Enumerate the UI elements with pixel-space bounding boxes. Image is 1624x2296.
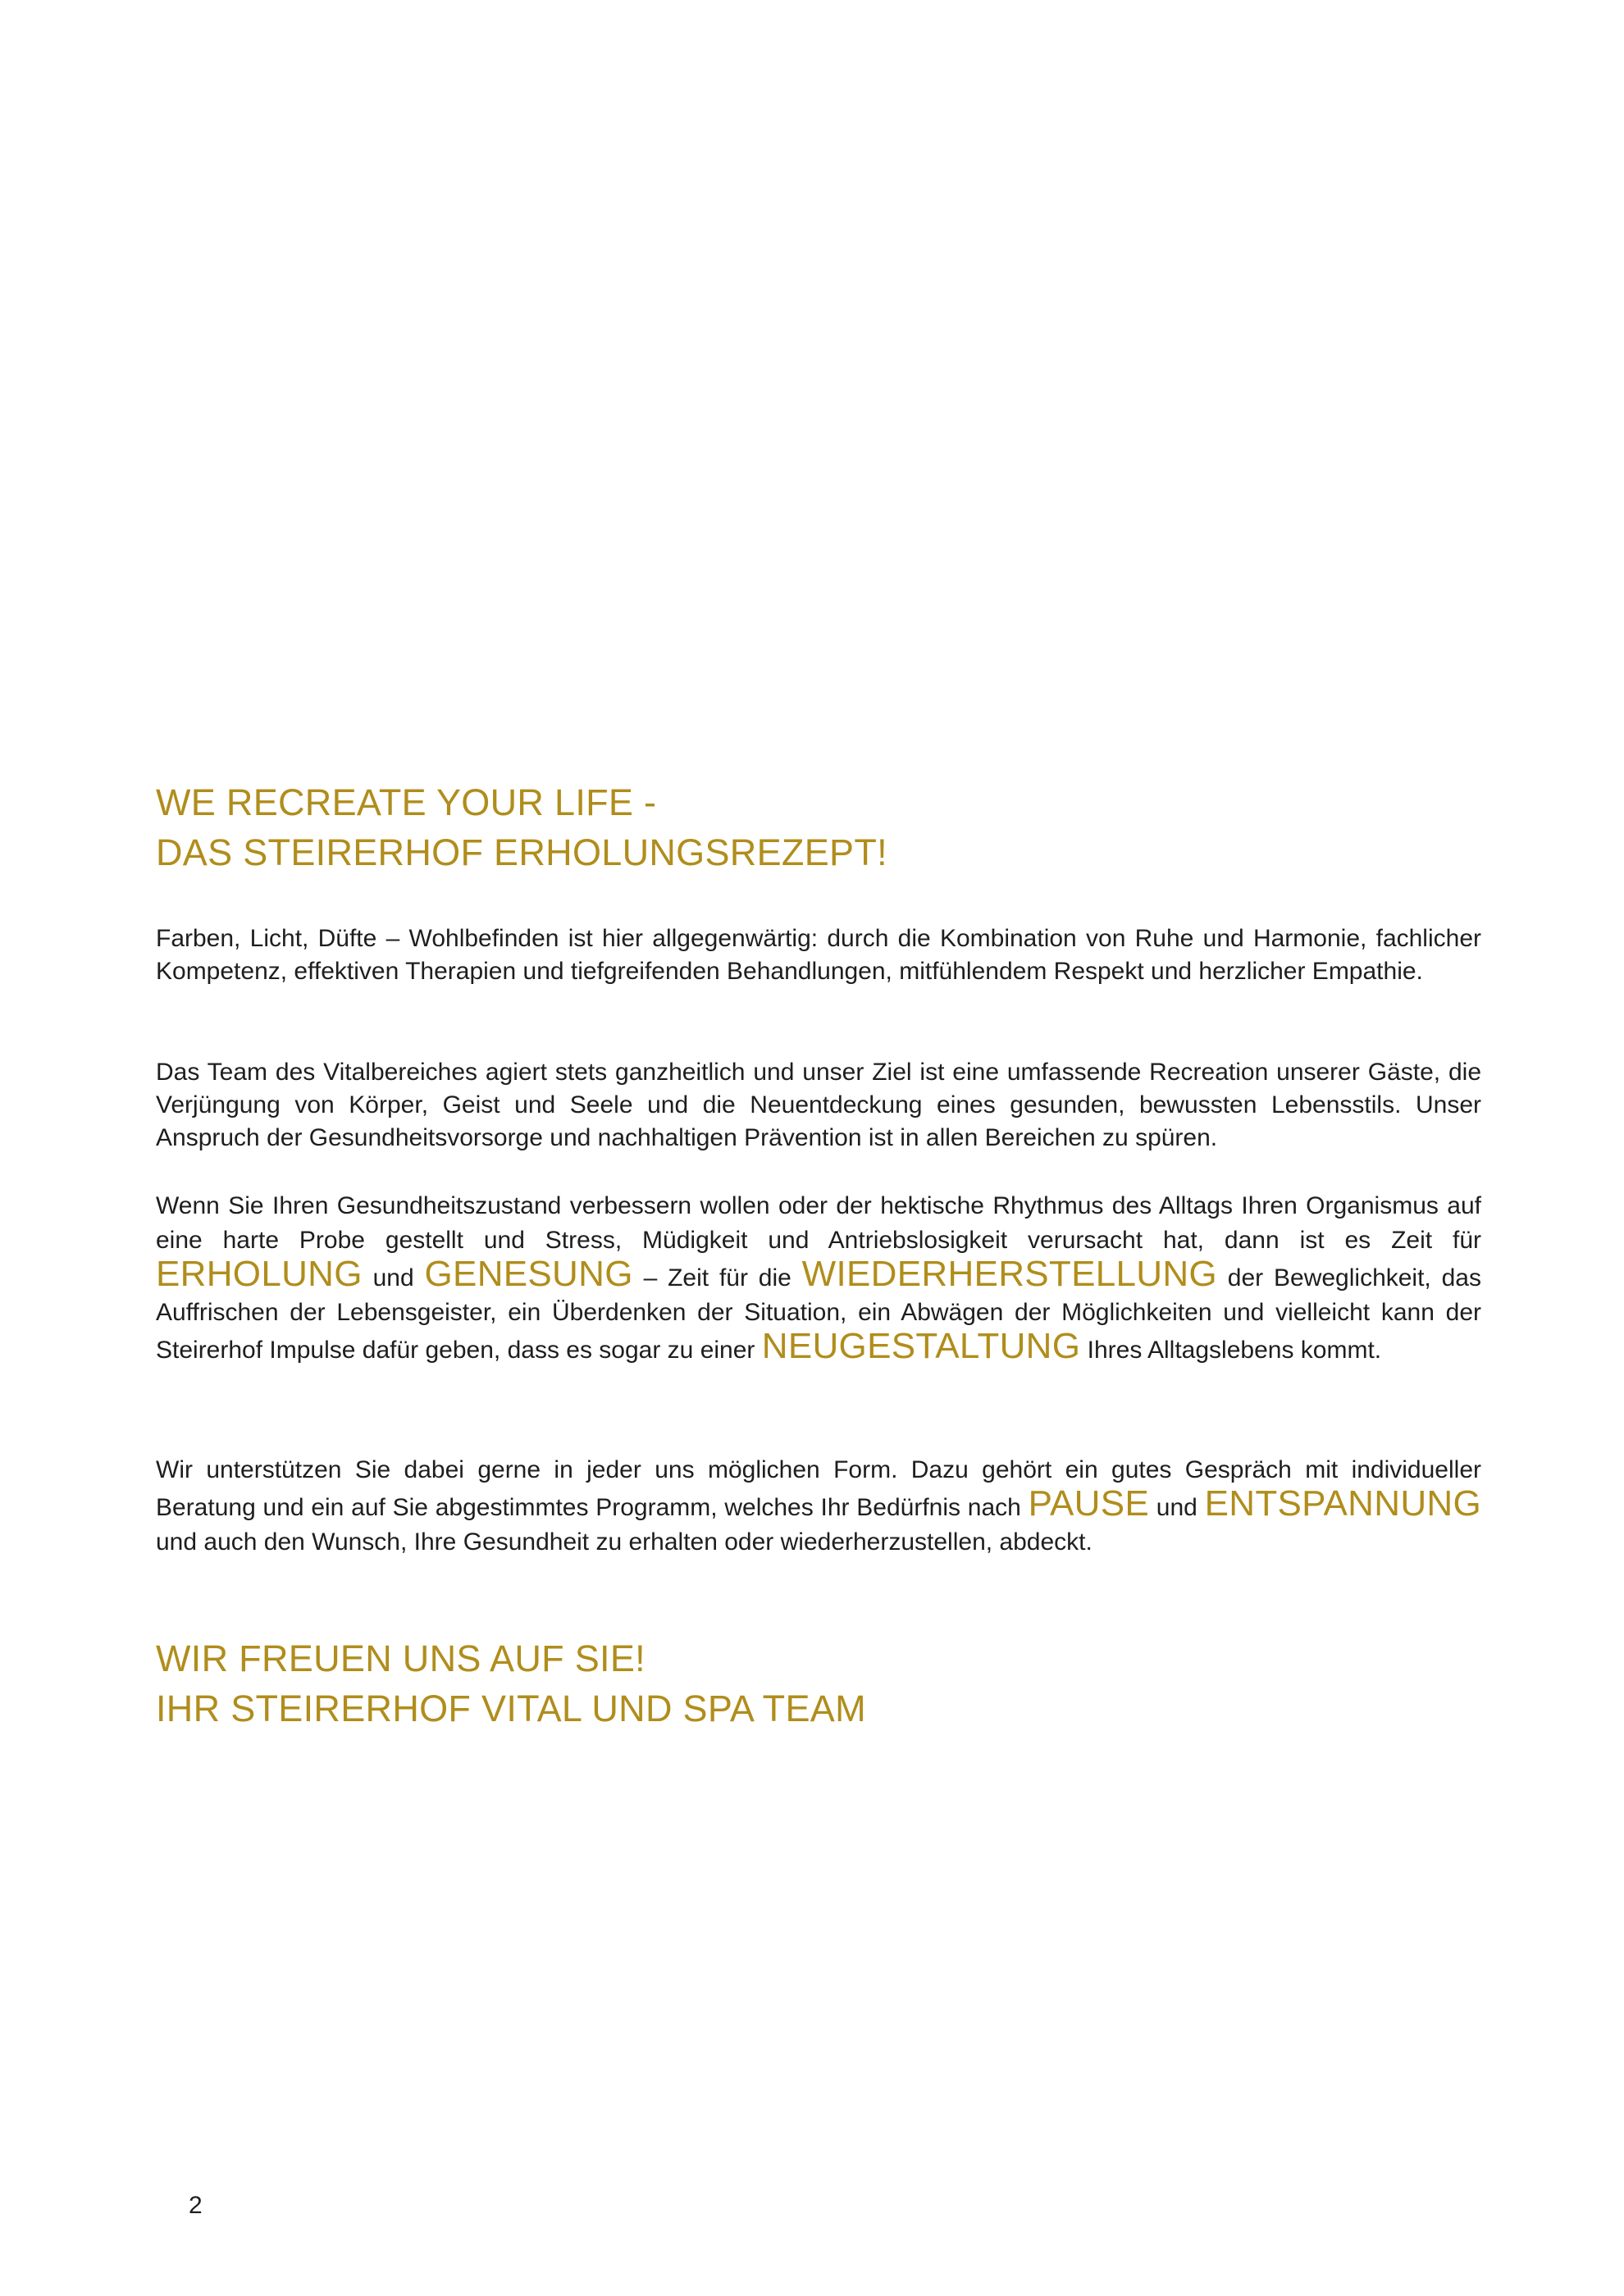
intro-heading-line-1: WE RECREATE YOUR LIFE -: [156, 781, 657, 823]
paragraph-recovery-text-5: Ihres Alltagslebens kommt.: [1080, 1337, 1382, 1364]
paragraph-recovery-text-3: – Zeit für die: [632, 1264, 802, 1292]
paragraph-recovery: [156, 1189, 1481, 1368]
highlight-entspannung: ENTSPANNUNG: [1204, 1483, 1481, 1524]
paragraph-support-text-2: und: [1149, 1494, 1205, 1521]
page-number: 2: [189, 2192, 203, 2219]
highlight-erholung: ERHOLUNG: [156, 1254, 363, 1294]
highlight-neugestaltung: NEUGESTALTUNG: [761, 1326, 1081, 1366]
highlight-pause: PAUSE: [1028, 1483, 1149, 1524]
closing-heading-line-1: WIR FREUEN UNS AUF SIE!: [156, 1638, 645, 1679]
intro-heading-line-2: DAS STEIRERHOF ERHOLUNGSREZEPT!: [156, 831, 887, 873]
paragraph-recovery-text-4: der Beweglichkeit, das Auffrischen der Lebensgeister, ein Überdenken der Situation, ein Abwägen der Möglichkeiten und vielleicht kann der Steirerhof Impulse dafür geben, dass es sogar zu einer: [156, 1264, 1481, 1364]
paragraph-ambience: Farben, Licht, Düfte – Wohlbefinden ist hier allgegenwärtig: durch die Kombination von Ruhe und Harmonie, fachlicher Kompetenz, effektiven Therapien und tiefgreifenden Behandlungen, mitfühlendem Respekt und herzlicher Empathie.: [156, 925, 1481, 985]
paragraph-support-text-3: und auch den Wunsch, Ihre Gesundheit zu erhalten oder wiederherzustellen, abdeckt.: [156, 1528, 1093, 1556]
intro-heading: [156, 777, 887, 877]
paragraph-team: Das Team des Vitalbereiches agiert stets ganzheitlich und unser Ziel ist eine umfassende Recreation unserer Gäste, die Verjüngung von Körper, Geist und Seele und die Neuentdeckung eines gesunden, bewussten Lebensstils. Unser Anspruch der Gesundheitsvorsorge und nachhaltigen Prävention ist in allen Bereichen zu spüren.: [156, 1059, 1481, 1151]
paragraph-recovery-text-1: Wenn Sie Ihren Gesundheitszustand verbessern wollen oder der hektische Rhythmus des Alltags Ihren Organismus auf eine harte Probe gestellt und Stress, Müdigkeit und Antriebslosigkeit verursacht hat, dann ist es Zeit für: [156, 1192, 1481, 1254]
paragraph-recovery-text-2: und: [362, 1264, 425, 1292]
closing-heading-line-2: IHR STEIRERHOF VITAL UND SPA TEAM: [156, 1688, 866, 1729]
paragraph-support: [156, 1453, 1481, 1560]
paragraph-support-text-1: Wir unterstützen Sie dabei gerne in jeder uns möglichen Form. Dazu gehört ein gutes Gespräch mit individueller Beratung und ein auf Sie abgestimmtes Programm, welches Ihr Bedürfnis nach: [156, 1456, 1481, 1521]
highlight-genesung: GENESUNG: [424, 1254, 633, 1294]
highlight-wiederherstellung: WIEDERHERSTELLUNG: [801, 1254, 1217, 1294]
closing-heading: [156, 1633, 866, 1733]
